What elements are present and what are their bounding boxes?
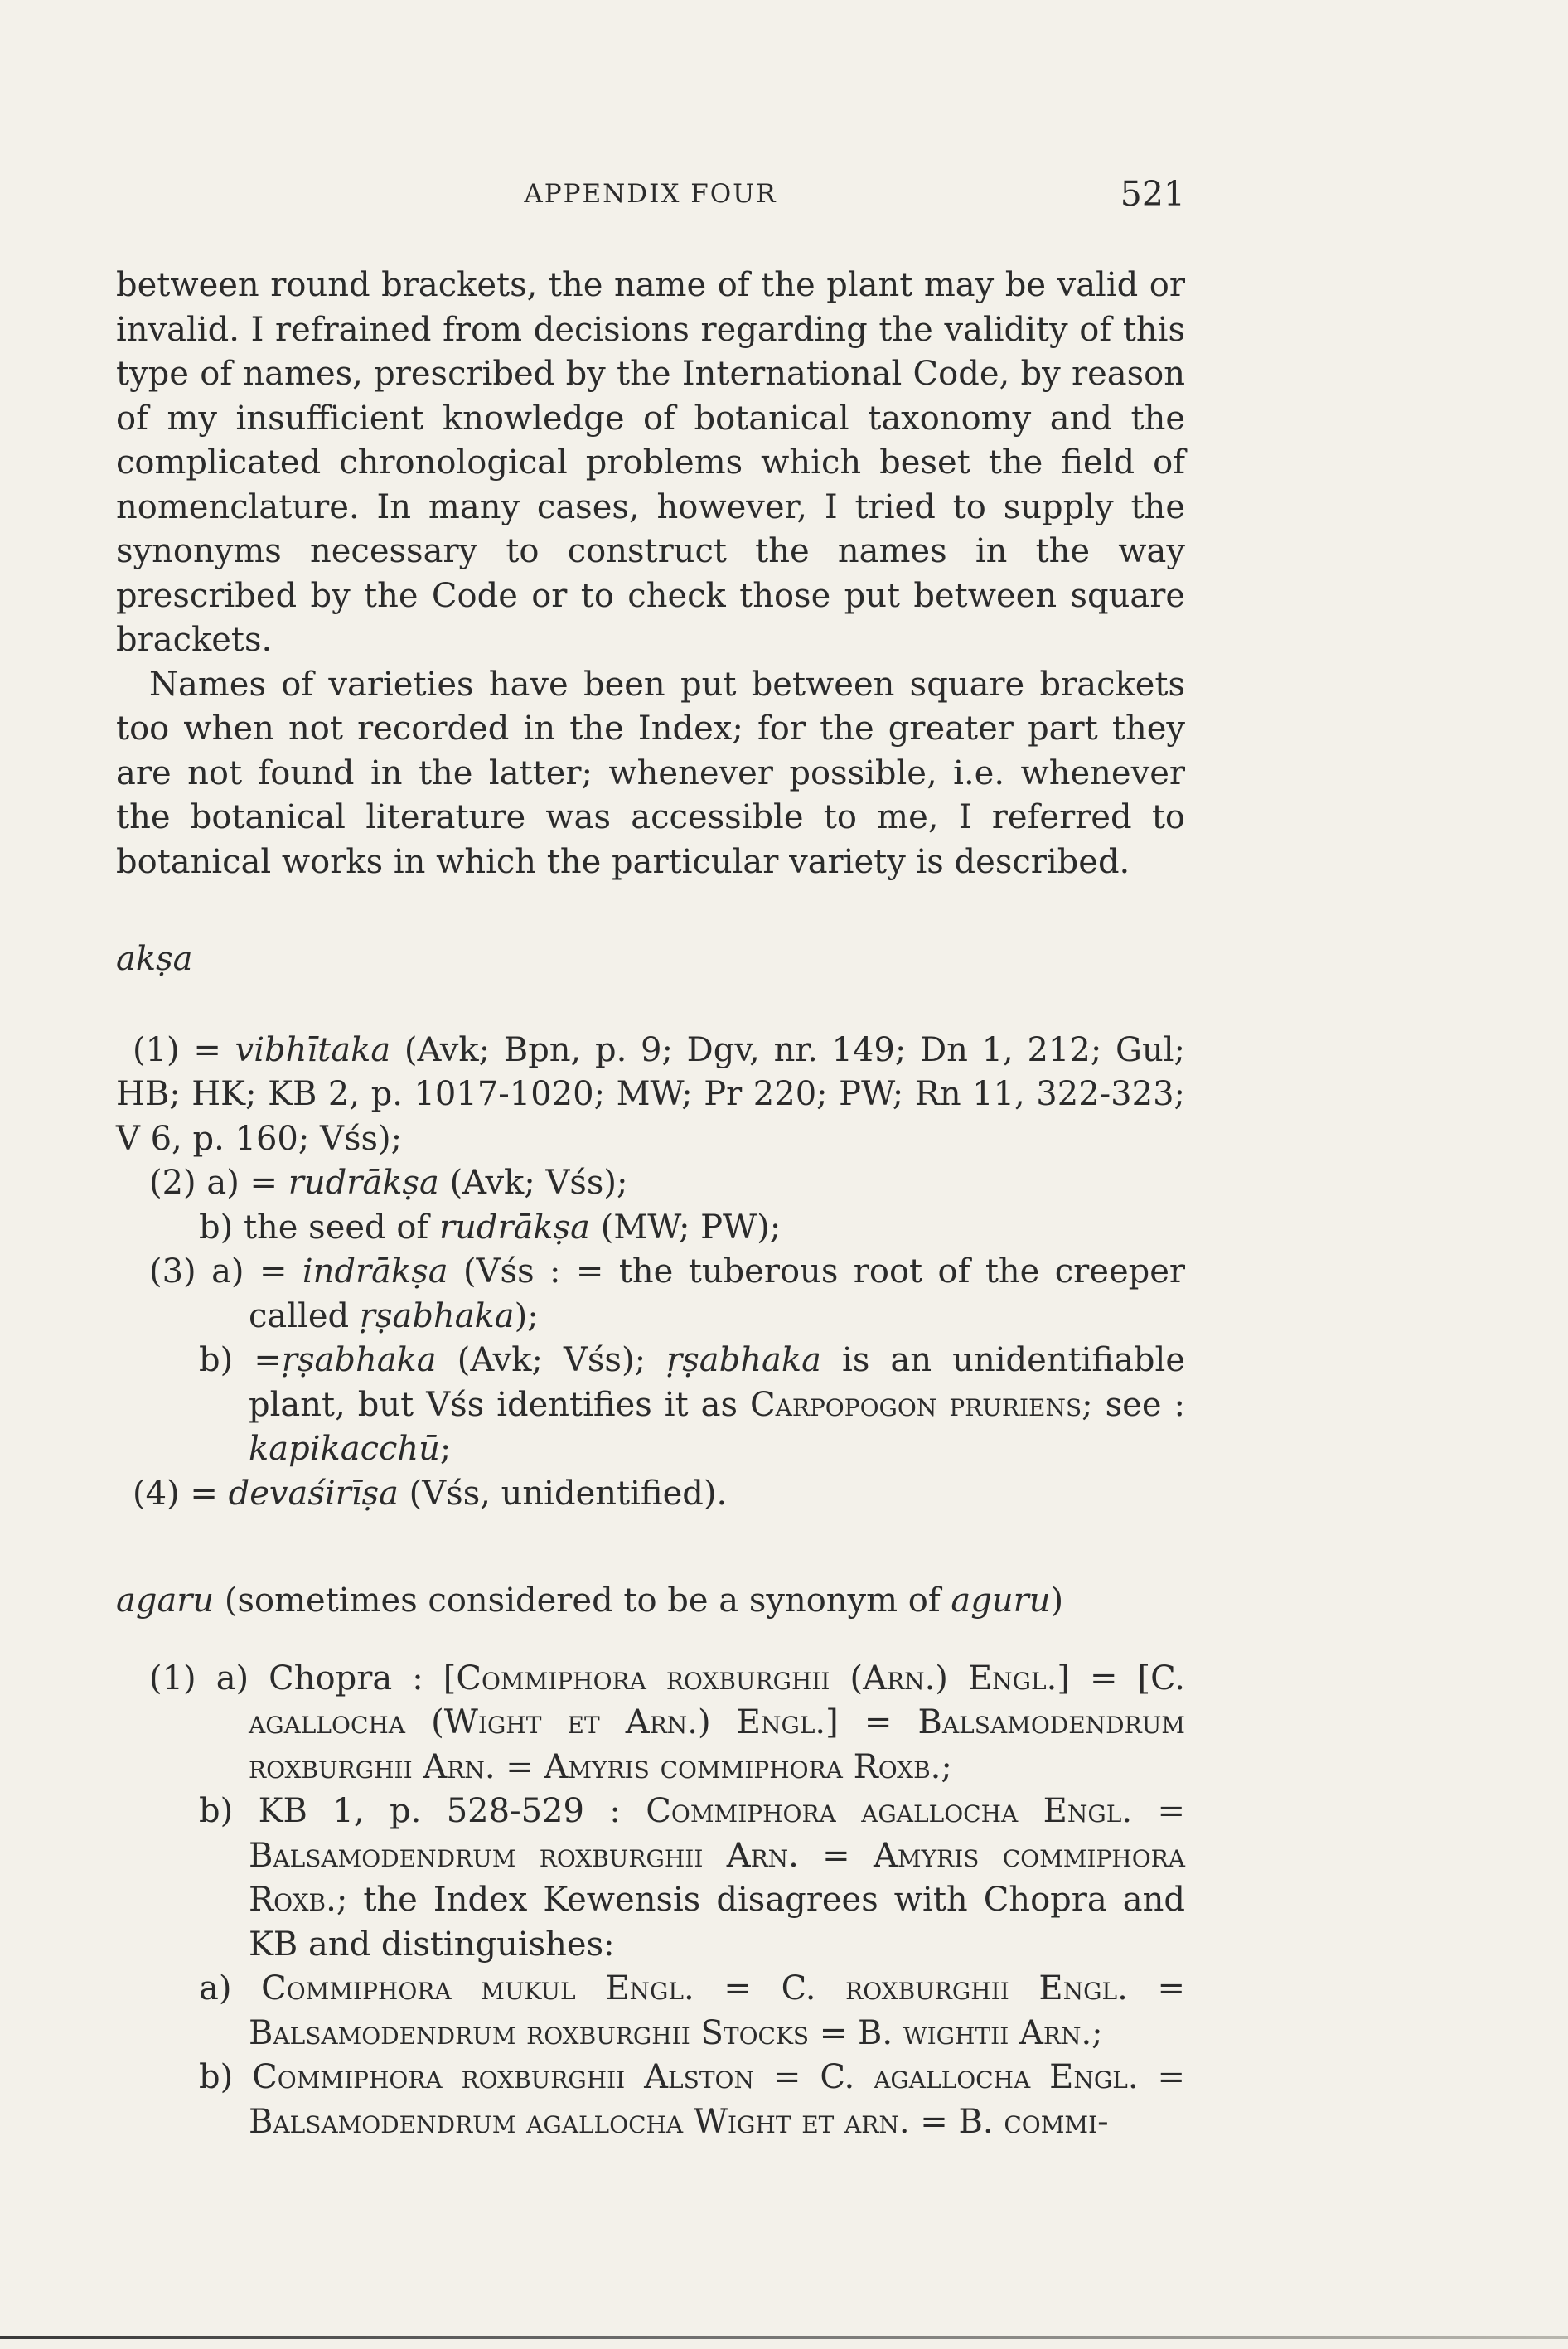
lemma-aksa: akṣa [116,940,193,978]
page-number: 521 [1120,174,1185,214]
agaru-entry-1a: (1) a) Chopra : [Commiphora roxburghii (Arn.) Engl.] = [C. agallocha (Wight et Arn.) Engl.] = Balsamodendrum roxburghii Arn. = Amyris commiphora Roxb.; [149,1659,1185,1786]
aksa-entry-2b: b) the seed of rudrākṣa (MW; PW); [199,1208,782,1247]
aksa-entry-1: (1) = vibhītaka (Avk; Bpn, p. 9; Dgv, nr. 149; Dn 1, 212; Gul; HB; HK; KB 2, p. 1017-1020; MW; Pr 220; PW; Rn 11, 322-323; V 6, p. 160; Vśs); [116,1030,1186,1158]
agaru-entry-1c: a) Commiphora mukul Engl. = C. roxburghii Engl. = Balsamodendrum roxburghii Stocks = B. wightii Arn.; [199,1969,1185,2052]
aksa-entry-3a: (3) a) = indrākṣa (Vśs : = the tuberous root of the creeper called ṛṣabhaka); [149,1252,1186,1335]
page-body [116,264,1185,2144]
aksa-entry-2a: (2) a) = rudrākṣa (Avk; Vśs); [149,1164,628,1202]
aksa-entry-4: (4) = devaśirīṣa (Vśs, unidentified). [133,1474,728,1513]
intro-paragraph-1: between round brackets, the name of the plant may be valid or invalid. I refrained from decisions regarding the validity of this type of names, prescribed by the International Code, by reason of my insufficient knowledge of botanical taxonomy and the complicated chronological problems which beset the field of nomenclature. In many cases, however, I tried to supply the synonyms necessary to construct the names in the way prescribed by the Code or to check those put between square brackets. [116,266,1185,659]
intro-paragraph-2: Names of varieties have been put between square brackets too when not recorded in the Index; for the greater part they are not found in the latter; whenever possible, i.e. whenever the botanical literature was accessible to me, I referred to botanical works in which the particular variety is described. [116,665,1185,881]
lemma-agaru: agaru (sometimes considered to be a synonym of aguru) [116,1581,1064,1620]
page-edge-shadow [0,2336,1568,2339]
page-header [116,174,1185,220]
running-title: APPENDIX FOUR [524,179,777,209]
agaru-entry-1d: b) Commiphora roxburghii Alston = C. agallocha Engl. = Balsamodendrum agallocha Wight et arn. = B. commi- [199,2058,1186,2141]
agaru-entry-1b: b) KB 1, p. 528-529 : Commiphora agallocha Engl. = Balsamodendrum roxburghii Arn. = Amyris commiphora Roxb.; the Index Kewensis disagrees with Chopra and KB and distinguishes: [199,1792,1185,1964]
aksa-entry-3b: b) =ṛṣabhaka (Avk; Vśs); ṛṣabhaka is an unidentifiable plant, but Vśs identifies it as Carpopogon pruriens; see : kapikacchū; [199,1341,1185,1468]
